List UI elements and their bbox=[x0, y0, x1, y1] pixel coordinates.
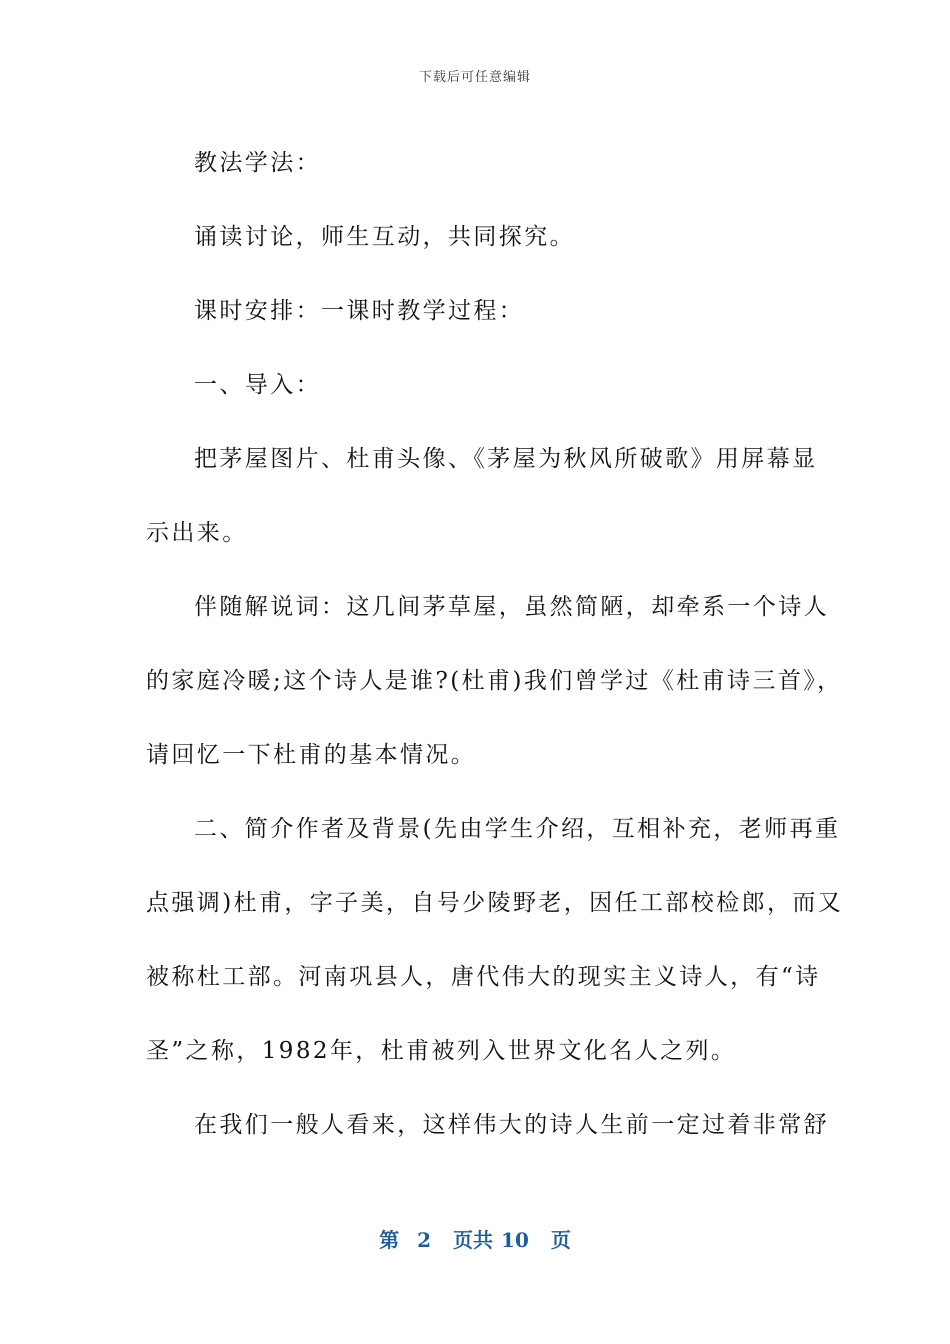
paragraph-line: 二、简介作者及背景(先由学生介绍，互相补充，老师再重 bbox=[194, 816, 841, 842]
paragraph-line: 示出来。 bbox=[146, 520, 248, 546]
paragraph-line: 在我们一般人看来，这样伟大的诗人生前一定过着非常舒 bbox=[194, 1112, 829, 1138]
footer-suffix: 页 bbox=[550, 1228, 571, 1252]
footer-middle: 页共 bbox=[453, 1228, 494, 1252]
paragraph-line: 的家庭冷暖;这个诗人是谁?(杜甫)我们曾学过《杜甫诗三首》， bbox=[146, 668, 843, 694]
paragraph-line: 点强调)杜甫，字子美，自号少陵野老，因任工部校检郎，而又 bbox=[146, 890, 844, 916]
page-footer bbox=[0, 1224, 950, 1253]
footer-total-pages: 10 bbox=[501, 1228, 529, 1252]
paragraph-line: 一、导入： bbox=[194, 372, 321, 398]
paragraph-line: 被称杜工部。河南巩县人，唐代伟大的现实主义诗人，有“诗 bbox=[146, 964, 821, 990]
header-note: 下载后可任意编辑 bbox=[418, 70, 531, 85]
paragraph-line: 伴随解说词：这几间茅草屋，虽然简陋，却牵系一个诗人 bbox=[194, 594, 829, 620]
paragraph-line: 教法学法： bbox=[194, 150, 321, 176]
footer-prefix: 第 bbox=[379, 1228, 400, 1252]
paragraph-line: 把茅屋图片、杜甫头像、《茅屋为秋风所破歌》用屏幕显 bbox=[194, 446, 818, 472]
paragraph-line: 圣”之称，1982年，杜甫被列入世界文化名人之列。 bbox=[146, 1038, 737, 1064]
paragraph-line: 请回忆一下杜甫的基本情况。 bbox=[146, 742, 477, 768]
footer-page-number: 2 bbox=[417, 1228, 432, 1252]
document-body bbox=[146, 126, 844, 1162]
paragraph-line: 课时安排：一课时教学过程： bbox=[194, 298, 525, 324]
paragraph-line: 诵读讨论，师生互动，共同探究。 bbox=[194, 224, 575, 250]
